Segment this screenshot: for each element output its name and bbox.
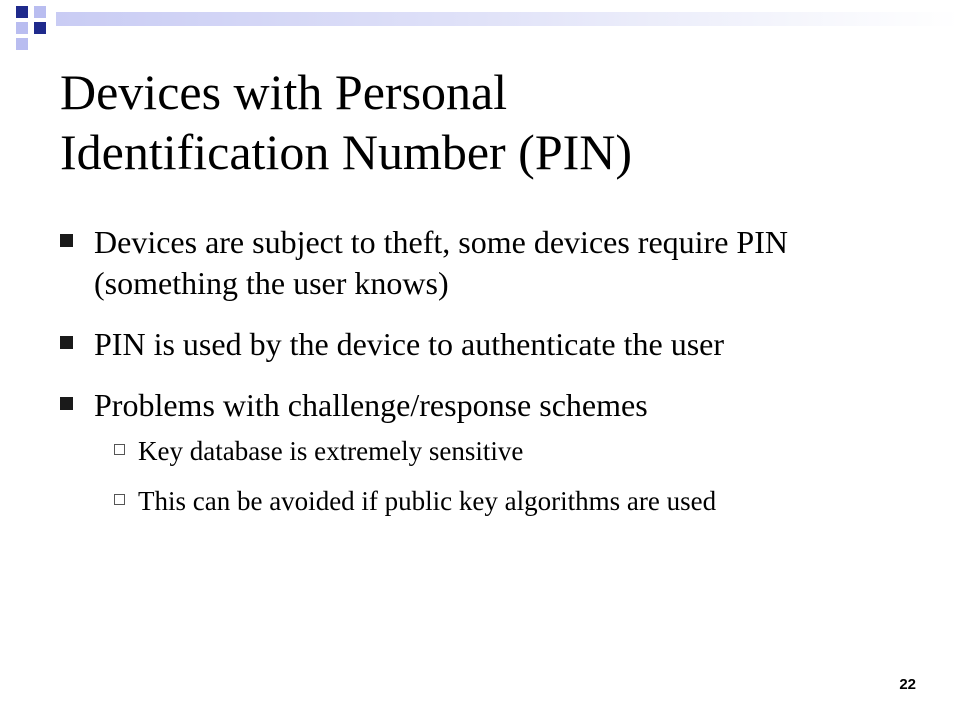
corner-square-decoration	[16, 22, 28, 34]
square-bullet-icon	[60, 234, 73, 247]
title-line-2: Identification Number (PIN)	[60, 124, 633, 180]
hollow-square-bullet-icon	[114, 444, 125, 455]
corner-square-decoration	[16, 38, 28, 50]
page-number: 22	[899, 676, 916, 693]
sub-bullet-text: Key database is extremely sensitive	[138, 436, 524, 466]
square-bullet-icon	[60, 336, 73, 349]
bullet-text: PIN is used by the device to authenticate the user	[94, 326, 725, 362]
hollow-square-bullet-icon	[114, 494, 125, 505]
slide-title	[60, 62, 920, 182]
title-line-1: Devices with Personal	[60, 64, 508, 120]
bullet-item	[60, 222, 920, 304]
bullet-text: Problems with challenge/response schemes	[94, 387, 648, 423]
square-bullet-icon	[60, 397, 73, 410]
sub-bullet-item	[94, 484, 920, 518]
bullet-item	[60, 324, 920, 365]
corner-square-decoration	[34, 22, 46, 34]
sub-bullet-text: This can be avoided if public key algorithms are used	[138, 486, 717, 516]
corner-square-decoration	[34, 6, 46, 18]
sub-bullet-list	[94, 434, 920, 518]
bullet-list	[60, 222, 920, 538]
bullet-item	[60, 385, 920, 518]
header-gradient-bar	[56, 12, 960, 26]
corner-square-decoration	[16, 6, 28, 18]
sub-bullet-item	[94, 434, 920, 468]
bullet-text: Devices are subject to theft, some devices require PIN (something the user knows)	[94, 224, 788, 301]
